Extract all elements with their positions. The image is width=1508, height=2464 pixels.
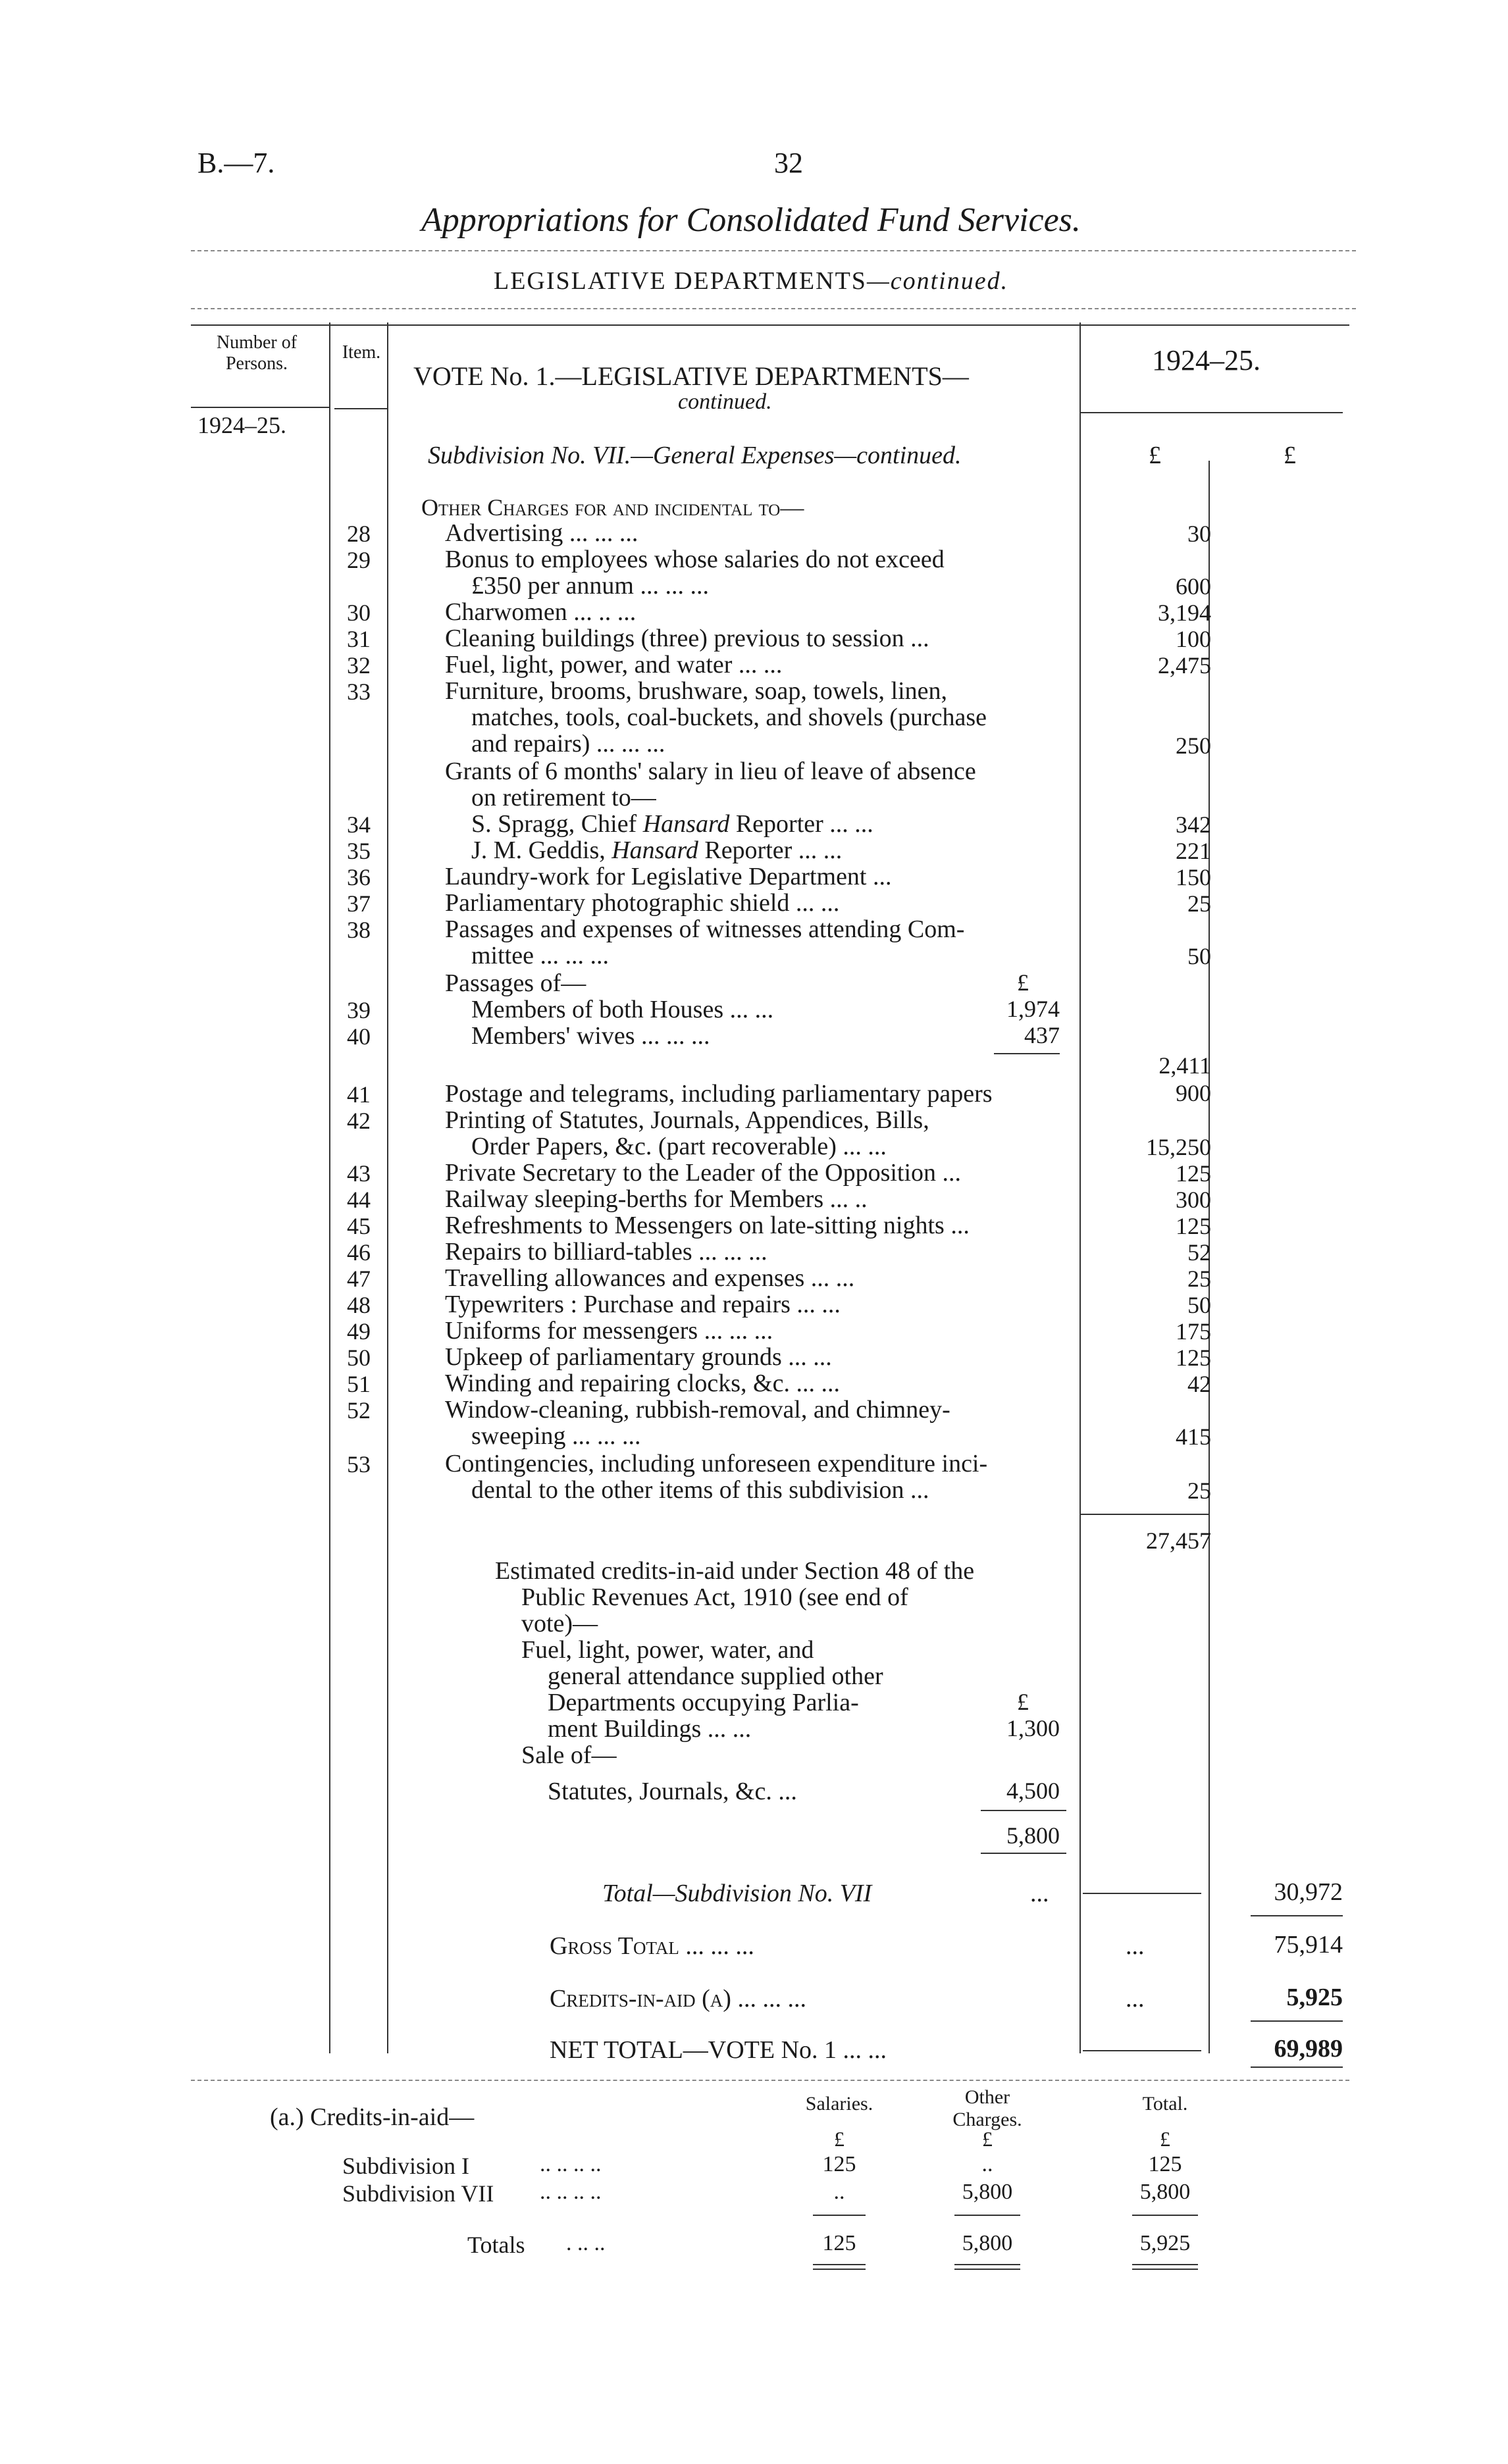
item-desc: Uniforms for messengers ... ... ... <box>445 1317 773 1345</box>
item-number: 39 <box>347 997 371 1023</box>
item-amount: 52 <box>1187 1239 1211 1266</box>
item-desc-italic: Hansard <box>611 836 698 864</box>
item-number: 47 <box>347 1266 371 1292</box>
item-number: 36 <box>347 864 371 890</box>
credits-text-1: Estimated credits-in-aid under Section 48 of the <box>495 1557 975 1585</box>
footnote-row-total: 5,800 <box>1139 2180 1191 2204</box>
item-amount: 25 <box>1187 1477 1211 1504</box>
vote-line2: continued. <box>678 390 772 414</box>
item-number: 53 <box>347 1451 371 1477</box>
footnote-row-salaries: 125 <box>822 2152 856 2176</box>
item-desc: Members' wives ... ... ... <box>471 1022 710 1050</box>
item-number: 43 <box>347 1160 371 1187</box>
item-desc: Typewriters : Purchase and repairs ... ... <box>445 1291 841 1318</box>
item-desc-italic: Hansard <box>642 810 730 838</box>
credits-sale-heading: Sale of— <box>521 1741 617 1769</box>
col-number-of-persons: Number of Persons. <box>216 332 298 374</box>
item-subvalue: 437 <box>1024 1022 1060 1048</box>
credits-in-aid-label: Credits-in-aid (a) ... ... ... <box>550 1985 806 2013</box>
footnote-row-label: Subdivision I <box>342 2153 470 2179</box>
item-amount: 300 <box>1176 1187 1211 1213</box>
section-title <box>494 267 1008 295</box>
item-amount: 2,475 <box>1158 652 1211 679</box>
credits-fuel-2: general attendance supplied other <box>548 1662 883 1690</box>
footnote-row-dots: .. .. .. .. <box>540 2152 602 2176</box>
net-total-value: 69,989 <box>1274 2035 1343 2063</box>
footnote-col-total: Total. <box>1142 2093 1188 2115</box>
section-main: LEGISLATIVE DEPARTMENTS <box>494 267 867 295</box>
item-desc: Fuel, light, power, and water ... ... <box>445 651 783 679</box>
item-number: 41 <box>347 1081 371 1108</box>
passages-pound: £ <box>1017 969 1029 996</box>
item-desc: Passages and expenses of witnesses attending Com- <box>445 915 965 943</box>
item-number: 33 <box>347 679 371 705</box>
item-number: 52 <box>347 1397 371 1424</box>
item-desc: Window-cleaning, rubbish-removal, and chimney- <box>445 1396 950 1424</box>
item-number: 42 <box>347 1108 371 1134</box>
footnote-totals-other: 5,800 <box>962 2231 1013 2255</box>
credits-fuel-1: Fuel, light, power, water, and <box>521 1636 814 1664</box>
footnote-row-total: 125 <box>1148 2152 1182 2176</box>
grants-heading-2: on retirement to— <box>471 784 656 811</box>
item-desc: Furniture, brooms, brushware, soap, towels, linen, <box>445 677 948 705</box>
footnote-totals-label: Totals <box>467 2232 525 2258</box>
item-number: 38 <box>347 917 371 943</box>
item-desc: Contingencies, including unforeseen expenditure inci- <box>445 1450 988 1477</box>
credits-in-aid-value: 5,925 <box>1286 1984 1343 2011</box>
credits-pound: £ <box>1017 1689 1029 1715</box>
vote-title <box>413 361 969 392</box>
subdivision-total-dots: ... <box>1030 1880 1049 1907</box>
credits-sale-label: Statutes, Journals, &c. ... <box>548 1778 797 1805</box>
item-amount: 175 <box>1176 1318 1211 1345</box>
item-number: 48 <box>347 1292 371 1318</box>
item-amount: 15,250 <box>1146 1134 1211 1160</box>
subtotal-amount: 27,457 <box>1146 1527 1211 1554</box>
item-desc: Laundry-work for Legislative Department ... <box>445 863 892 890</box>
item-desc: Printing of Statutes, Journals, Appendices, Bills, <box>445 1106 929 1134</box>
col-year-right: 1924–25. <box>1152 344 1261 376</box>
item-desc-pre: J. M. Geddis, <box>471 836 612 864</box>
page-number: 32 <box>774 147 803 179</box>
item-desc <box>471 809 873 838</box>
item-desc: matches, tools, coal-buckets, and shovels (purchase <box>471 704 987 731</box>
item-desc: Private Secretary to the Leader of the Opposition ... <box>445 1159 962 1187</box>
footnote-row-other: .. <box>981 2152 993 2176</box>
gross-total-label: Gross Total ... ... ... <box>550 1932 754 1960</box>
credits-fuel-value: 1,300 <box>1006 1715 1060 1741</box>
item-number: 40 <box>347 1023 371 1050</box>
item-amount: 125 <box>1176 1213 1211 1239</box>
item-desc: Members of both Houses ... ... <box>471 996 774 1023</box>
item-desc: Travelling allowances and expenses ... ... <box>445 1264 855 1292</box>
item-amount: 30 <box>1187 521 1211 547</box>
vote-line1: VOTE No. 1.—LEGISLATIVE DEPARTMENTS— <box>413 361 969 391</box>
footnote-col-other: Other Charges. <box>952 2086 1022 2130</box>
item-desc <box>471 836 842 865</box>
passages-total: 2,411 <box>1158 1052 1211 1079</box>
item-amount: 50 <box>1187 943 1211 969</box>
other-charges-heading: Other Charges for and incidental to— <box>421 494 804 521</box>
item-number: 35 <box>347 838 371 864</box>
footnote-heading: (a.) Credits-in-aid— <box>270 2103 475 2131</box>
item-desc: dental to the other items of this subdivision ... <box>471 1476 929 1504</box>
item-amount: 342 <box>1176 811 1211 838</box>
pound-sign-2: £ <box>1284 442 1296 469</box>
item-desc: Refreshments to Messengers on late-sitting nights ... <box>445 1212 970 1239</box>
item-desc: Advertising ... ... ... <box>445 519 638 547</box>
item-number: 51 <box>347 1371 371 1397</box>
page-title: Appropriations for Consolidated Fund Services. <box>421 201 1081 239</box>
item-desc: Parliamentary photographic shield ... ... <box>445 889 840 917</box>
item-number: 30 <box>347 600 371 626</box>
credits-text-2: Public Revenues Act, 1910 (see end of <box>521 1583 908 1611</box>
item-desc: Repairs to billiard-tables ... ... ... <box>445 1238 767 1266</box>
footnote-totals-total: 5,925 <box>1139 2231 1191 2255</box>
item-subvalue: 1,974 <box>1006 996 1060 1022</box>
credits-in-aid-dots: ... <box>1126 1985 1145 2013</box>
footnote-pound-other: £ <box>982 2127 993 2151</box>
item-desc: Winding and repairing clocks, &c. ... ... <box>445 1370 840 1397</box>
item-desc: Order Papers, &c. (part recoverable) ... ... <box>471 1133 887 1160</box>
item-amount: 150 <box>1176 864 1211 890</box>
item-amount: 415 <box>1176 1424 1211 1450</box>
item-desc: sweeping ... ... ... <box>471 1422 641 1450</box>
item-amount: 221 <box>1176 838 1211 864</box>
item-amount: 125 <box>1176 1160 1211 1187</box>
item-desc: mittee ... ... ... <box>471 942 609 969</box>
subdivision-total-label: Total—Subdivision No. VII <box>602 1880 872 1907</box>
credits-sale-value: 4,500 <box>1006 1778 1060 1804</box>
item-desc-pre: S. Spragg, Chief <box>471 810 643 838</box>
item-amount: 100 <box>1176 626 1211 652</box>
gross-total-dots: ... <box>1126 1932 1145 1960</box>
grants-heading: Grants of 6 months' salary in lieu of leave of absence <box>445 757 976 785</box>
col-item: Item. <box>342 342 381 363</box>
item-amount: 900 <box>1176 1080 1211 1106</box>
item-desc: and repairs) ... ... ... <box>471 730 665 757</box>
item-number: 44 <box>347 1187 371 1213</box>
item-desc: Railway sleeping-berths for Members ... .. <box>445 1185 868 1213</box>
footnote-row-other: 5,800 <box>962 2180 1013 2204</box>
footnote-totals-salaries: 125 <box>822 2231 856 2255</box>
credits-fuel-3: Departments occupying Parlia- <box>548 1689 859 1716</box>
item-amount: 50 <box>1187 1292 1211 1318</box>
footnote-row-label: Subdivision VII <box>342 2180 494 2207</box>
page-ref: B.—7. <box>197 147 275 179</box>
item-number: 37 <box>347 890 371 917</box>
item-amount: 3,194 <box>1158 600 1211 626</box>
item-desc: £350 per annum ... ... ... <box>471 572 709 600</box>
item-desc: Charwomen ... .. ... <box>445 598 637 626</box>
item-amount: 250 <box>1176 732 1211 759</box>
item-amount: 25 <box>1187 890 1211 917</box>
footnote-row-salaries: .. <box>833 2180 845 2204</box>
item-amount: 42 <box>1187 1371 1211 1397</box>
footnote-pound-salaries: £ <box>834 2127 845 2151</box>
credits-text-3: vote)— <box>521 1610 598 1637</box>
item-desc-post: Reporter ... ... <box>698 836 843 864</box>
item-number: 45 <box>347 1213 371 1239</box>
item-desc: Cleaning buildings (three) previous to session ... <box>445 625 929 652</box>
footnote-col-salaries: Salaries. <box>805 2093 873 2115</box>
item-number: 46 <box>347 1239 371 1266</box>
item-amount: 25 <box>1187 1266 1211 1292</box>
footnote-totals-dots: . .. .. <box>566 2231 606 2255</box>
item-number: 29 <box>347 547 371 573</box>
item-desc-post: Reporter ... ... <box>729 810 873 838</box>
net-total-label: NET TOTAL—VOTE No. 1 ... ... <box>550 2036 887 2064</box>
footnote-row-dots: .. .. .. .. <box>540 2180 602 2204</box>
item-desc: Bonus to employees whose salaries do not exceed <box>445 546 945 573</box>
item-number: 50 <box>347 1345 371 1371</box>
subdivision-total-value: 30,972 <box>1274 1878 1343 1906</box>
subdivision-title: Subdivision No. VII.—General Expenses—continued. <box>428 442 962 469</box>
item-number: 31 <box>347 626 371 652</box>
item-number: 28 <box>347 521 371 547</box>
item-amount: 600 <box>1176 573 1211 600</box>
item-desc: Postage and telegrams, including parliamentary papers <box>445 1080 993 1108</box>
section-cont: —continued. <box>866 267 1009 295</box>
item-desc: Upkeep of parliamentary grounds ... ... <box>445 1343 832 1371</box>
credits-total: 5,800 <box>1006 1822 1060 1849</box>
passages-heading: Passages of— <box>445 969 586 997</box>
pound-sign-1: £ <box>1149 442 1161 469</box>
credits-fuel-4: ment Buildings ... ... <box>548 1715 752 1743</box>
col-year-left: 1924–25. <box>197 412 286 438</box>
item-number: 34 <box>347 811 371 838</box>
gross-total-value: 75,914 <box>1274 1931 1343 1959</box>
item-number: 49 <box>347 1318 371 1345</box>
footnote-pound-total: £ <box>1160 2127 1170 2151</box>
item-amount: 125 <box>1176 1345 1211 1371</box>
item-number: 32 <box>347 652 371 679</box>
